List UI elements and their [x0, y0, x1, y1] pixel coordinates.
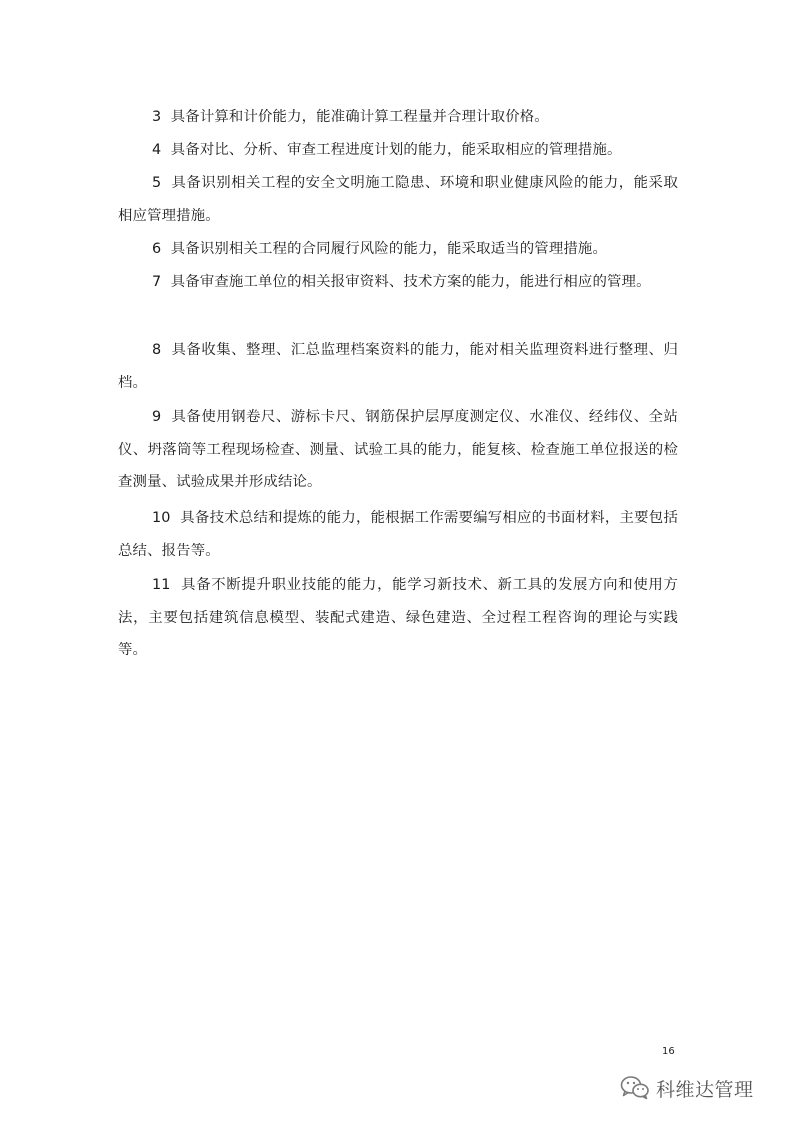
item-text: 具备使用钢卷尺、游标卡尺、钢筋保护层厚度测定仪、水准仪、经纬仪、全站仪、坍落筒等工程现场检查、测量、试验工具的能力，能复核、检查施工单位报送的检查测量、试验成果并形成结论。 [118, 409, 678, 490]
page-number: 16 [662, 1046, 675, 1057]
item-text: 具备对比、分析、审查工程进度计划的能力，能采取相应的管理措施。 [170, 142, 622, 158]
item-number: 4 [152, 142, 162, 158]
item-number: 11 [152, 577, 171, 593]
item-number: 9 [152, 409, 162, 425]
list-item [118, 101, 678, 134]
item-text: 具备计算和计价能力，能准确计算工程量并合理计取价格。 [170, 109, 549, 125]
item-text: 具备识别相关工程的安全文明施工隐患、环境和职业健康风险的能力，能采取相应管理措施。 [118, 175, 678, 224]
watermark [620, 1072, 754, 1104]
item-number: 6 [152, 241, 162, 257]
item-text: 具备收集、整理、汇总监理档案资料的能力，能对相关监理资料进行整理、归档。 [118, 342, 678, 391]
list-item [118, 233, 678, 266]
item-number: 5 [152, 175, 162, 191]
item-text: 具备技术总结和提炼的能力，能根据工作需要编写相应的书面材料，主要包括总结、报告等。 [118, 510, 678, 559]
list-item [118, 401, 678, 499]
list-item [118, 569, 678, 667]
item-number: 7 [152, 274, 162, 290]
list-item [118, 167, 678, 232]
list-item [118, 334, 678, 399]
list-item [118, 266, 678, 299]
wechat-icon [620, 1075, 650, 1101]
item-text: 具备审查施工单位的相关报审资料、技术方案的能力，能进行相应的管理。 [170, 274, 651, 290]
item-number: 8 [152, 342, 162, 358]
item-text: 具备不断提升职业技能的能力，能学习新技术、新工具的发展方向和使用方法，主要包括建筑信息模型、装配式建造、绿色建造、全过程工程咨询的理论与实践等。 [118, 577, 678, 658]
watermark-text: 科维达管理 [656, 1078, 754, 1101]
item-number: 3 [152, 109, 162, 125]
list-item [118, 134, 678, 167]
item-number: 10 [152, 510, 171, 526]
list-item [118, 502, 678, 567]
item-text: 具备识别相关工程的合同履行风险的能力，能采取适当的管理措施。 [170, 241, 607, 257]
